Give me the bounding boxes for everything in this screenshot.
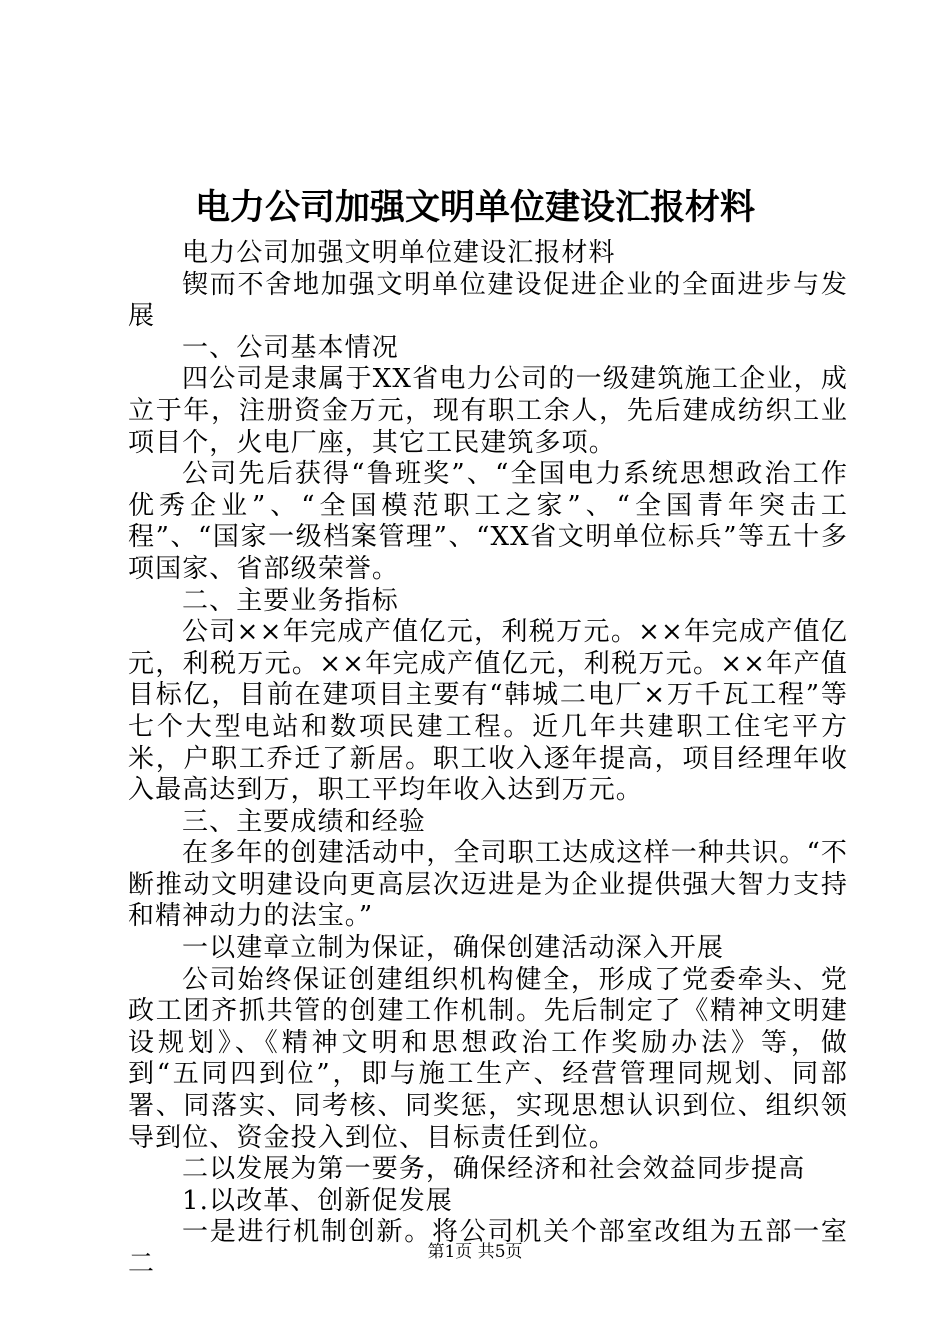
section-heading: 三、主要成绩和经验	[182, 806, 426, 837]
paragraph: 在多年的创建活动中，全司职工达成这样一种共识。“不断推动文明建设向更高层次迈进是为企业提供强大智力支持和精神动力的法宝。”	[128, 838, 848, 932]
document-title: 电力公司加强文明单位建设汇报材料	[194, 187, 755, 228]
subsection-heading: 二以发展为第一要务，确保经济和社会效益同步提高	[182, 1154, 806, 1185]
paragraph: 公司先后获得“鲁班奖”、“全国电力系统思想政治工作优秀企业”、“全国模范职工之家”、“全国青年突击工程”、“国家一级档案管理”、“XX省文明单位标兵”等五十多项国家、省部级荣誉。	[128, 459, 848, 584]
page-footer: 第1页 共5页	[427, 1242, 523, 1262]
document-body	[128, 238, 848, 1281]
paragraph: 电力公司加强文明单位建设汇报材料	[182, 238, 616, 268]
section-heading: 二、主要业务指标	[182, 585, 399, 616]
paragraph: 公司××年完成产值亿元，利税万元。××年完成产值亿元，利税万元。××年完成产值亿元，利税万元。××年产值目标亿，目前在建项目主要有“韩城二电厂×万千瓦工程”等七个大型电站和数项民建工程。近几年共建职工住宅平方米，户职工乔迁了新居。职工收入逐年提高，项目经理年收入最高达到万，职工平均年收入达到万元。	[128, 617, 848, 806]
paragraph: 锲而不舍地加强文明单位建设促进企业的全面进步与发展	[128, 269, 848, 332]
paragraph: 公司始终保证创建组织机构健全，形成了党委牵头、党政工团齐抓共管的创建工作机制。先后制定了《精神文明建设规划》、《精神文明和思想政治工作奖励办法》等，做到“五同四到位”，即与施工生产、经营管理同规划、同部署、同落实、同考核、同奖惩，实现思想认识到位、组织领导到位、资金投入到位、目标责任到位。	[128, 964, 848, 1153]
paragraph: 四公司是隶属于XX省电力公司的一级建筑施工企业，成立于年，注册资金万元，现有职工余人，先后建成纺织工业项目个，火电厂座，其它工民建筑多项。	[128, 364, 848, 458]
paragraph: 一是进行机制创新。将公司机关个部室改组为五部一室二	[128, 1217, 848, 1279]
subsection-heading: 一以建章立制为保证，确保创建活动深入开展	[182, 933, 725, 964]
section-heading: 一、公司基本情况	[182, 332, 399, 363]
list-item-heading: 1.以改革、创新促发展	[182, 1185, 453, 1216]
